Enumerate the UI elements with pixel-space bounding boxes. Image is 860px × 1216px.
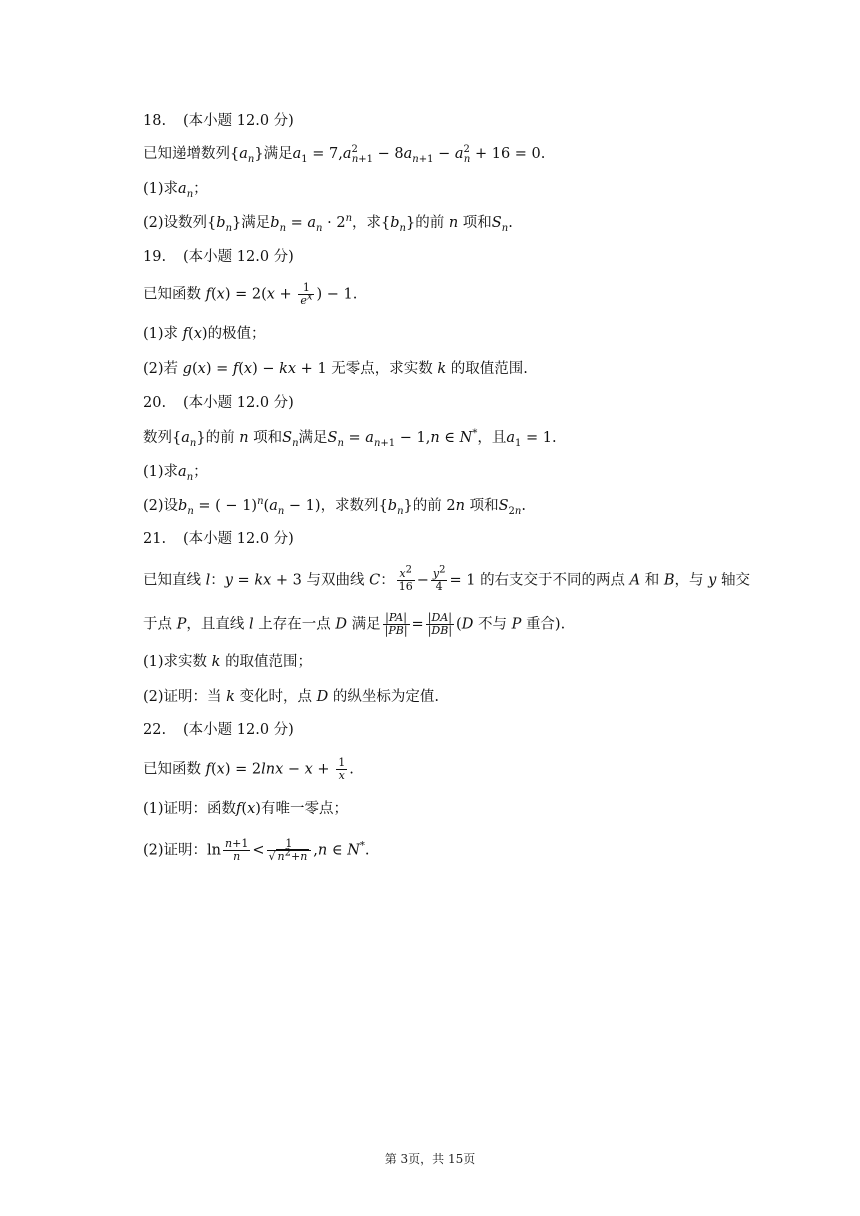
- question-number: 18.: [143, 113, 167, 129]
- question-19-part-1: (1)求 f(x)的极值；: [143, 326, 266, 342]
- question-20-part-1: (1)求$a_n$；: [143, 464, 208, 483]
- question-19-header: [143, 246, 294, 268]
- question-21-stem: 已知直线 l：y = kx + 3 与双曲线 C： $\frac{x^2}{16}$ − $\frac{y^2}{4}$ = 1 的右支交于不同的两点 A 和 B，与 y 轴交: [143, 564, 750, 593]
- question-number: 21.: [143, 531, 167, 547]
- question-22-part-2: (2)证明：ln $\frac{n+1}{n}$ < $\frac{1}{√ n^2+n}$ ,n ∈ N*.: [143, 837, 370, 863]
- question-18-part-2: (2)设数列$\{b_n\}$满足$b_n = a_n \cdot 2^n$，求$\{b_n\}$的前 n 项和$S_n$.: [143, 213, 513, 234]
- question-21-part-1: (1)求实数 k 的取值范围；: [143, 654, 313, 670]
- question-points: (本小题 12.0 分): [183, 395, 294, 411]
- question-18-part-1: (1)求$a_n$；: [143, 181, 208, 200]
- question-20-header: [143, 392, 294, 414]
- question-points: (本小题 12.0 分): [183, 249, 294, 265]
- question-points: (本小题 12.0 分): [183, 722, 294, 738]
- question-points: (本小题 12.0 分): [183, 113, 294, 129]
- question-number: 22.: [143, 722, 167, 738]
- question-points: (本小题 12.0 分): [183, 531, 294, 547]
- question-20-stem: 数列$\{a_n\}$的前 n 项和$S_n$满足$S_n = a_{n+1} - 1,n$ ∈ N*，且$a_1 = 1$.: [143, 428, 557, 449]
- question-21-header: [143, 528, 294, 550]
- question-21-part-2: (2)证明：当 k 变化时，点 D 的纵坐标为定值.: [143, 689, 440, 705]
- page-footer: 第 3页，共 15页: [384, 1152, 476, 1166]
- question-18-stem: 已知递增数列$\{a_n\}$满足$a_1 = 7,a^2_{n+1} - 8a_{n+1} - a^2_n + 16 = 0$.: [143, 144, 546, 165]
- question-19-stem: 已知函数 f(x) = 2(x + $\frac{1}{e^x}$ ) − 1.: [143, 281, 358, 307]
- question-22-stem: 已知函数 f(x) = 2lnx − x + $\frac{1}{x}$ .: [143, 756, 354, 782]
- question-number: 20.: [143, 395, 167, 411]
- question-19-part-2: (2)若 g(x) = f(x) − kx + 1 无零点，求实数 k 的取值范围.: [143, 361, 528, 377]
- question-20-part-2: (2)设$b_n$ = ( − $1)^n(a_n - 1)$，求数列$\{b_n\}$的前 2n 项和$S_{2n}$.: [143, 496, 526, 517]
- question-18-header: [143, 110, 294, 132]
- question-22-header: [143, 719, 294, 741]
- question-number: 19.: [143, 249, 167, 265]
- question-21-stem-line-2: 于点 P，且直线 l 上存在一点 D 满足 $\frac{|PA|}{|PB|}$ = $\frac{|DA|}{|DB|}$ (D 不与 P 重合).: [143, 611, 566, 637]
- question-22-part-1: (1)证明：函数f(x)有唯一零点；: [143, 801, 348, 817]
